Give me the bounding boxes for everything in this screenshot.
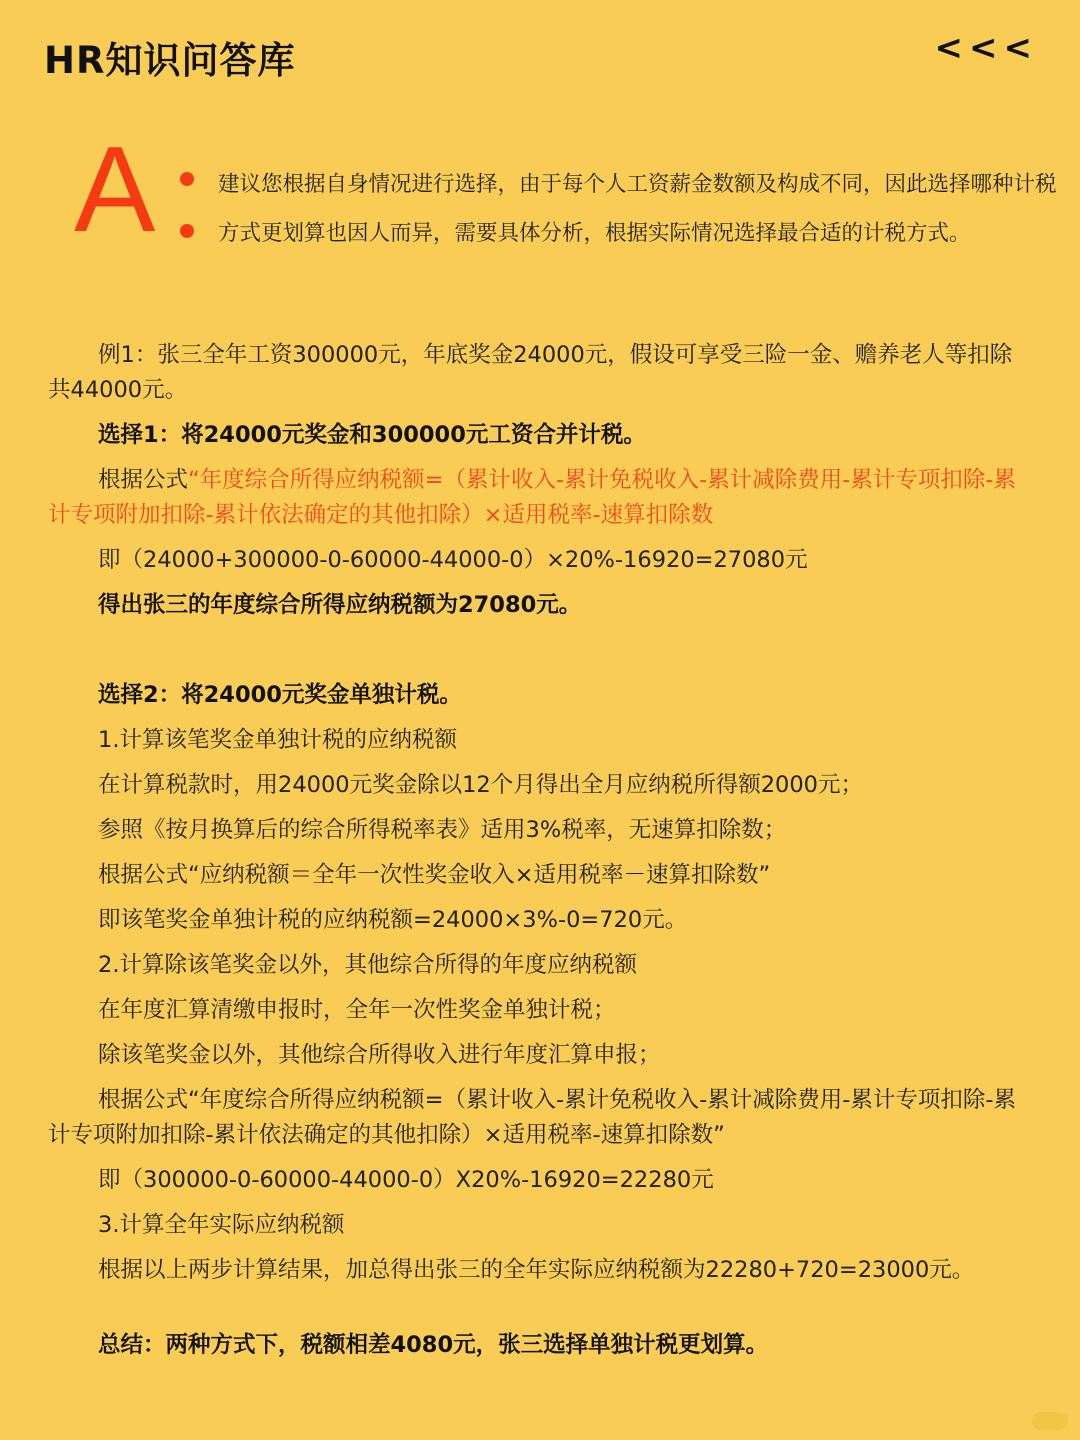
example-body	[48, 338, 1028, 1363]
option2-line: 1.计算该笔奖金单独计税的应纳税额	[98, 727, 457, 753]
watermark-badge	[1032, 1412, 1068, 1430]
option2-line: 参照《按月换算后的综合所得税率表》适用3%税率，无速算扣除数；	[98, 817, 787, 843]
option2-line: 根据公式“应纳税额＝全年一次性奖金收入×适用税率－速算扣除数”	[98, 862, 771, 888]
summary: 总结：两种方式下，税额相差4080元，张三选择单独计税更划算。	[98, 1332, 769, 1358]
option2-line: 在计算税款时，用24000元奖金除以12个月得出全月应纳税所得额2000元；	[98, 772, 863, 798]
back-arrows-icon[interactable]: <<<	[934, 28, 1038, 68]
option1-title: 选择1：将24000元奖金和300000元工资合并计税。	[98, 422, 646, 448]
option2-line: 即（300000-0-60000-44000-0）X20%-16920=22280元	[98, 1167, 714, 1193]
option2-title: 选择2：将24000元奖金单独计税。	[98, 682, 462, 708]
option1-formula	[48, 463, 1028, 533]
option2-line: 根据公式“年度综合所得应纳税额=（累计收入-累计免税收入-累计减除费用-累计专项扣除-累计专项附加扣除-累计依法确定的其他扣除）×适用税率-速算扣除数”	[48, 1087, 1016, 1148]
page-title: HR知识问答库	[44, 39, 296, 82]
colon-dot-bottom	[180, 224, 194, 238]
formula-text: “年度综合所得应纳税额=（累计收入-累计免税收入-累计减除费用-累计专项扣除-累计专项附加扣除-累计依法确定的其他扣除）×适用税率-速算扣除数	[48, 467, 1017, 528]
answer-text: 建议您根据自身情况进行选择，由于每个人工资薪金数额及构成不同，因此选择哪种计税方式更划算也因人而异，需要具体分析，根据实际情况选择最合适的计税方式。	[218, 172, 1057, 246]
option1-calc: 即（24000+300000-0-60000-44000-0）×20%-16920=27080元	[98, 547, 808, 573]
colon-dot-top	[180, 172, 194, 186]
answer-letter: A	[74, 121, 156, 257]
option2-line: 3.计算全年实际应纳税额	[98, 1212, 345, 1238]
option2-line: 即该笔奖金单独计税的应纳税额=24000×3%-0=720元。	[98, 907, 688, 933]
option2-line: 根据以上两步计算结果，加总得出张三的全年实际应纳税额为22280+720=23000元。	[98, 1257, 975, 1283]
option1-result: 得出张三的年度综合所得应纳税额为27080元。	[98, 592, 582, 618]
option2-line: 2.计算除该笔奖金以外，其他综合所得的年度应纳税额	[98, 952, 637, 978]
option2-line: 除该笔奖金以外，其他综合所得收入进行年度汇算申报；	[98, 1042, 661, 1068]
formula-prefix: 根据公式	[98, 467, 189, 493]
option2-line: 在年度汇算清缴申报时，全年一次性奖金单独计税；	[98, 997, 616, 1023]
example-intro: 例1：张三全年工资300000元，年底奖金24000元，假设可享受三险一金、赡养老人等扣除共44000元。	[48, 342, 1013, 403]
